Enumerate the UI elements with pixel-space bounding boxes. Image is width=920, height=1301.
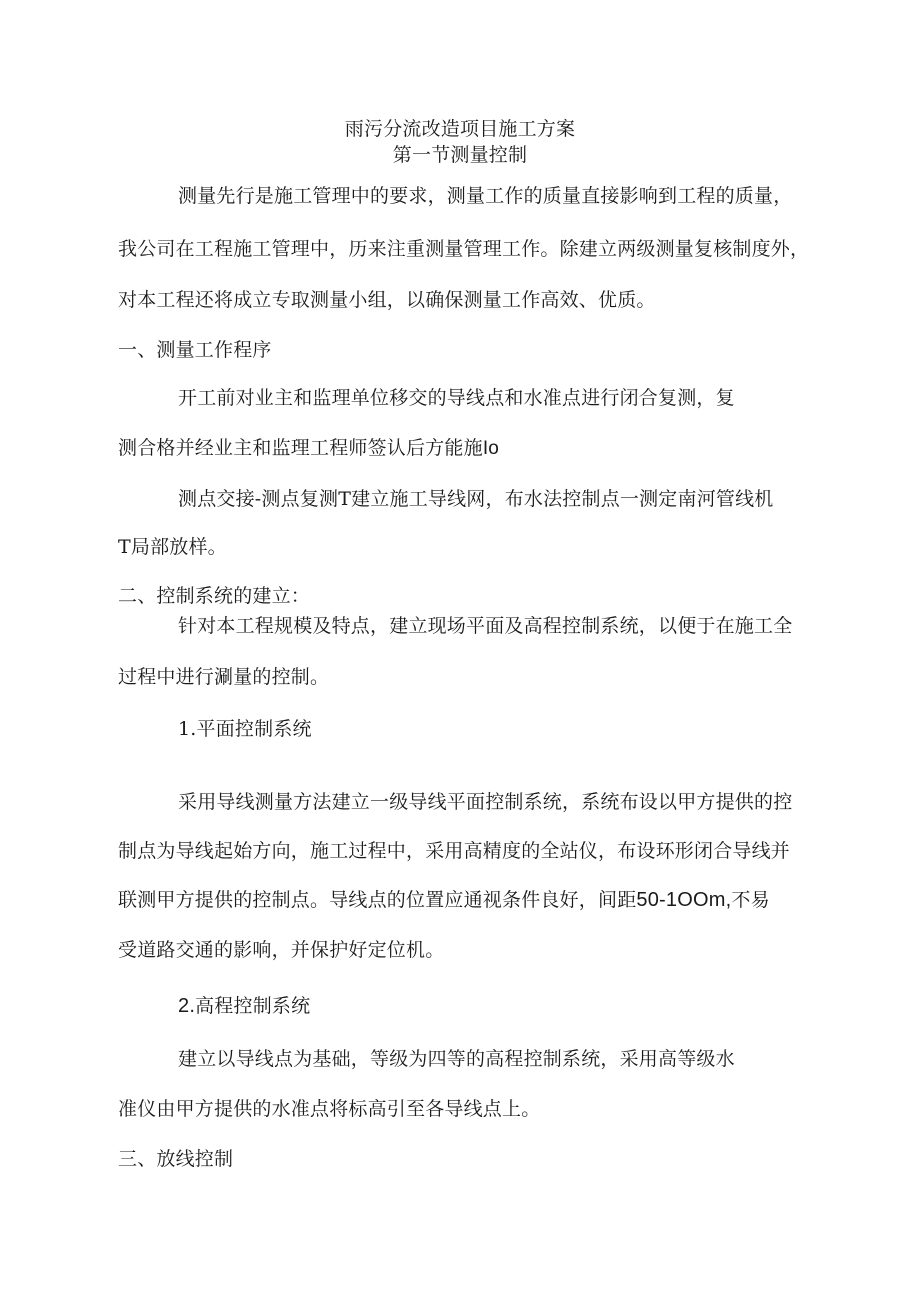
procedure-p1-line-1: 开工前对业主和监理单位移交的导线点和水准点进行闭合复测，复 bbox=[178, 387, 735, 409]
procedure-p1-line-2-suffix: Io bbox=[482, 438, 500, 459]
procedure-p2-line-1: 测点交接-测点复测T建立施工导线网，布水法控制点一测定南河管线机 bbox=[178, 488, 774, 510]
plane-control-line-2: 制点为导线起始方向，施工过程中，采用高精度的全站仪，布设环形闭合导线并 bbox=[118, 840, 791, 862]
heading-layout-control: 三、放线控制 bbox=[118, 1148, 234, 1170]
section-title: 第一节测量控制 bbox=[392, 144, 528, 166]
plane-control-spacing-value: 50-1OOm, bbox=[636, 889, 732, 911]
procedure-p1-line-2-text: 测合格并经业主和监理工程师签认后方能施 bbox=[118, 437, 483, 459]
heading-control-system: 二、控制系统的建立： bbox=[118, 585, 311, 607]
plane-control-line-1: 采用导线测量方法建立一级导线平面控制系统，系统布设以甲方提供的控 bbox=[178, 791, 793, 813]
procedure-p1-line-2 bbox=[118, 435, 499, 462]
intro-line-2: 我公司在工程施工管理中，历来注重测量管理工作。除建立两级测量复核制度外， bbox=[118, 238, 810, 260]
heading-plane-control: 1.平面控制系统 bbox=[178, 718, 312, 740]
plane-control-line-3-text: 联测甲方提供的控制点。导线点的位置应通视条件良好，间距 bbox=[118, 889, 637, 911]
plane-control-line-3-end: 不易 bbox=[731, 889, 770, 911]
procedure-p2-line-2: T局部放样。 bbox=[118, 536, 227, 558]
control-line-2: 过程中进行涮量的控制。 bbox=[118, 666, 330, 688]
document-title: 雨污分流改造项目施工方案 bbox=[344, 118, 576, 140]
intro-line-1: 测量先行是施工管理中的要求，测量工作的质量直接影响到工程的质量， bbox=[178, 185, 793, 207]
heading-elevation-control-number: 2. bbox=[178, 995, 196, 1017]
heading-elevation-control-text: 高程控制系统 bbox=[195, 995, 311, 1017]
plane-control-line-4: 受道路交通的影响，并保护好定位机。 bbox=[118, 939, 445, 961]
intro-line-3: 对本工程还将成立专取测量小组，以确保测量工作高效、优质。 bbox=[118, 289, 656, 311]
plane-control-line-3 bbox=[118, 887, 770, 913]
heading-measurement-procedure: 一、测量工作程序 bbox=[118, 339, 272, 361]
control-line-1: 针对本工程规模及特点，建立现场平面及高程控制系统，以便于在施工全 bbox=[178, 615, 793, 637]
elevation-control-line-2: 准仪由甲方提供的水准点将标高引至各导线点上。 bbox=[118, 1098, 541, 1120]
elevation-control-line-1: 建立以导线点为基础，等级为四等的高程控制系统，采用高等级水 bbox=[178, 1048, 735, 1070]
heading-elevation-control bbox=[178, 993, 310, 1019]
